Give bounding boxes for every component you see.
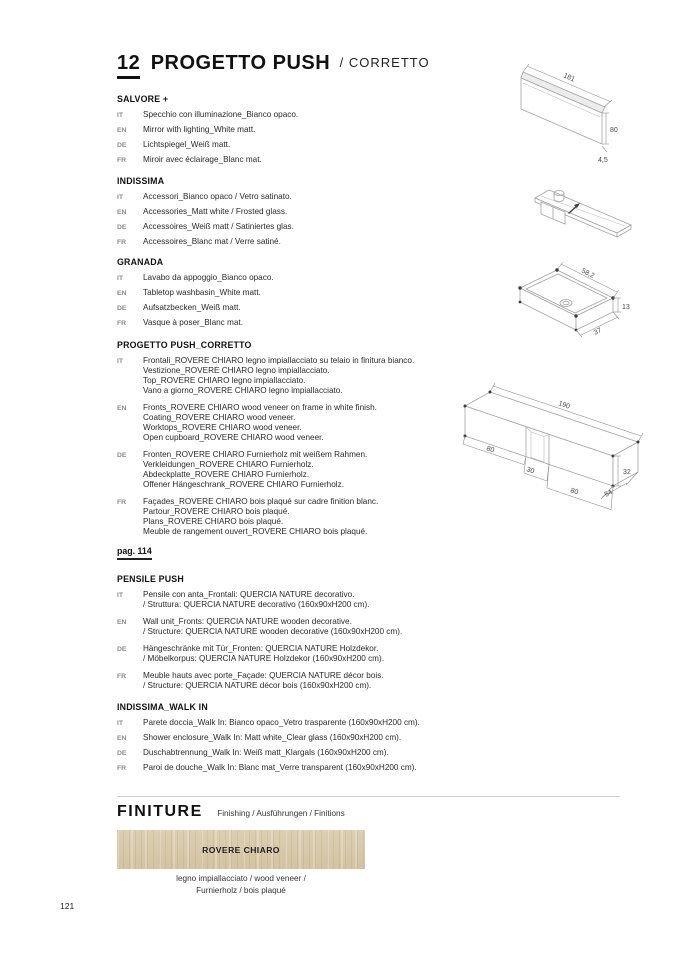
text-line: Specchio con illuminazione_Bianco opaco. [143, 110, 299, 119]
lang-row-de [117, 748, 462, 759]
text-line: Vasque à poser_Blanc mat. [143, 318, 243, 327]
text-line: Miroir avec éclairage_Blanc mat. [143, 155, 262, 164]
lang-row-de [117, 140, 462, 151]
washbasin-height-label: 13 [622, 304, 630, 311]
cabinet-drawing [450, 378, 677, 523]
lang-row-de [117, 222, 462, 233]
mirror-width-label: 181 [562, 72, 576, 84]
text-line: Meuble de rangement ouvert_ROVERE CHIARO bois plaqué. [143, 527, 368, 536]
section-granada [117, 257, 462, 333]
section-heading: GRANADA [117, 257, 164, 267]
section-progetto-push-corretto [117, 340, 462, 544]
text-line: Offener Hängeschrank_ROVERE CHIARO Furnierholz. [143, 480, 344, 489]
lang-row-en [117, 288, 462, 299]
mirror-drawing [505, 56, 670, 171]
page-title [117, 52, 430, 79]
lang-row-en [117, 403, 462, 443]
lang-code: FR [117, 672, 127, 680]
lang-code: EN [117, 126, 127, 134]
lang-code: DE [117, 451, 127, 459]
lang-code: DE [117, 141, 127, 149]
text-line: Mirror with lighting_White matt. [143, 125, 256, 134]
lang-code: FR [117, 238, 127, 246]
lang-code: IT [117, 719, 124, 727]
text-line: Accessori_Bianco opaco / Vetro satinato. [143, 192, 292, 201]
section-pensile-push [117, 574, 462, 698]
text-line: Tabletop washbasin_White matt. [143, 288, 261, 297]
text-line: Lavabo da appoggio_Bianco opaco. [143, 273, 274, 282]
text-line: Fronten_ROVERE CHIARO Furnierholz mit weißem Rahmen. [143, 450, 368, 459]
lang-row-it [117, 192, 462, 203]
lang-row-it [117, 718, 462, 729]
section-salvore [117, 94, 462, 170]
product-name: PROGETTO PUSH [150, 52, 331, 74]
section-heading: PROGETTO PUSH_CORRETTO [117, 340, 252, 350]
lang-code: IT [117, 111, 124, 119]
finiture-heading [117, 803, 345, 821]
text-line: Aufsatzbecken_Weiß matt. [143, 303, 241, 312]
text-line: Partour_ROVERE CHIARO bois plaqué. [143, 507, 290, 516]
text-line: Fronts_ROVERE CHIARO wood veneer on frame in white finish. [143, 403, 377, 412]
lang-row-it [117, 356, 462, 396]
lang-code: DE [117, 749, 127, 757]
text-line: Paroi de douche_Walk In: Blanc mat_Verre transparent (160x90xH200 cm). [143, 763, 417, 772]
text-line: / Struttura: QUERCIA NATURE decorativo (160x90xH200 cm). [143, 600, 370, 609]
lang-code: FR [117, 498, 127, 506]
cabinet-total-width-label: 190 [557, 400, 571, 411]
text-line: Shower enclosure_Walk In: Matt white_Clear glass (160x90xH200 cm). [143, 733, 402, 742]
cabinet-left-width-label: 80 [485, 445, 495, 455]
cabinet-height-label: 32 [623, 469, 631, 476]
text-line: Vestizione_ROVERE CHIARO legno impiallacciato. [143, 366, 330, 375]
mirror-depth-label: 4,5 [598, 157, 608, 164]
lang-row-fr [117, 155, 462, 166]
page-reference [117, 546, 152, 560]
text-line: Duschabtrennung_Walk In: Weiß matt_Klargals (160x90xH200 cm). [143, 748, 389, 757]
washbasin-depth-label: 37 [592, 327, 603, 337]
lang-row-en [117, 617, 462, 637]
lang-code: FR [117, 319, 127, 327]
text-line: Abdeckplatte_ROVERE CHIARO Furnierholz. [143, 470, 310, 479]
text-line: Open cupboard_ROVERE CHIARO wood veneer. [143, 433, 324, 442]
text-line: Top_ROVERE CHIARO legno impiallacciato. [143, 376, 306, 385]
lang-row-en [117, 125, 462, 136]
lang-code: IT [117, 591, 124, 599]
text-line: Verkleidungen_ROVERE CHIARO Furnierholz. [143, 460, 314, 469]
text-line: Meuble hauts avec porte_Façade: QUERCIA NATURE décor bois. [143, 671, 384, 680]
text-line: Façades_ROVERE CHIARO bois plaqué sur cadre finition blanc. [143, 497, 379, 506]
finiture-title: FINITURE [117, 803, 203, 820]
lang-row-en [117, 207, 462, 218]
lang-row-it [117, 273, 462, 284]
lang-code: EN [117, 734, 127, 742]
section-heading: INDISSIMA [117, 176, 165, 186]
text-line: / Structure: QUERCIA NATURE décor bois (160x90xH200 cm). [143, 681, 372, 690]
text-line: Parete doccia_Walk In: Bianco opaco_Vetro trasparente (160x90xH200 cm). [143, 718, 420, 727]
text-line: Accessories_Matt white / Frosted glass. [143, 207, 288, 216]
lang-row-fr [117, 763, 462, 774]
lang-code: EN [117, 289, 127, 297]
page-number: 121 [60, 901, 75, 911]
lang-code: IT [117, 357, 124, 365]
text-line: Pensile con anta_Frontali: QUERCIA NATURE decorativo. [143, 590, 355, 599]
wood-swatch-label: ROVERE CHIARO [202, 844, 280, 855]
lang-code: IT [117, 193, 124, 201]
lang-code: DE [117, 223, 127, 231]
caption-line: Furnierholz / bois plaqué [196, 885, 286, 895]
section-indissima [117, 176, 462, 252]
section-indissima-walk-in [117, 702, 462, 778]
washbasin-drawing [505, 252, 675, 352]
text-line: Hängeschränke mit Tür_Fronten: QUERCIA NATURE Holzdekor. [143, 644, 379, 653]
lang-code: EN [117, 404, 127, 412]
lang-row-en [117, 733, 462, 744]
lang-code: EN [117, 618, 127, 626]
page-reference-label: pag. 114 [117, 546, 152, 560]
lang-row-fr [117, 318, 462, 329]
text-line: / Möbelkorpus: QUERCIA NATURE Holzdekor (160x90xH200 cm). [143, 654, 385, 663]
cabinet-depth-label: 54 [603, 488, 614, 499]
text-line: Plans_ROVERE CHIARO bois plaqué. [143, 517, 284, 526]
lang-code: EN [117, 208, 127, 216]
section-heading: PENSILE PUSH [117, 574, 184, 584]
lang-code: FR [117, 764, 127, 772]
lang-row-fr [117, 671, 462, 691]
lang-row-de [117, 450, 462, 490]
text-line: Wall unit_Fronts: QUERCIA NATURE wooden decorative. [143, 617, 352, 626]
mirror-height-label: 80 [610, 127, 618, 134]
caption-line: legno impiallacciato / wood veneer / [176, 874, 306, 883]
text-line: Frontali_ROVERE CHIARO legno impiallacciato su telaio in finitura bianco. [143, 356, 415, 365]
lang-row-de [117, 644, 462, 664]
accessories-drawing [525, 182, 665, 254]
cabinet-right-width-label: 80 [569, 487, 579, 497]
washbasin-width-label: 58,2 [580, 267, 596, 280]
lang-code: DE [117, 645, 127, 653]
text-line: Accessoires_Blanc mat / Verre satiné. [143, 237, 281, 246]
lang-row-fr [117, 237, 462, 248]
section-divider [117, 796, 620, 797]
swatch-caption [117, 873, 365, 896]
lang-code: DE [117, 304, 127, 312]
chapter-number: 12 [117, 52, 140, 79]
text-line: Accessoires_Weiß matt / Satiniertes glas. [143, 222, 294, 231]
finiture-subtitle: Finishing / Ausführungen / Finitions [217, 809, 345, 818]
section-heading: INDISSIMA_WALK IN [117, 702, 208, 712]
lang-row-it [117, 110, 462, 121]
lang-row-it [117, 590, 462, 610]
section-heading: SALVORE + [117, 94, 169, 104]
cabinet-open-width-label: 30 [525, 466, 535, 476]
lang-code: FR [117, 156, 127, 164]
text-line: Worktops_ROVERE CHIARO wood veneer. [143, 423, 302, 432]
lang-code: IT [117, 274, 124, 282]
lang-row-fr [117, 497, 462, 537]
text-line: Vano a giorno_ROVERE CHIARO legno impiallacciato. [143, 386, 343, 395]
wood-swatch [117, 830, 365, 869]
product-variant: / CORRETTO [339, 55, 430, 70]
text-line: Lichtspiegel_Weiß matt. [143, 140, 231, 149]
lang-row-de [117, 303, 462, 314]
text-line: Coating_ROVERE CHIARO wood veneer. [143, 413, 296, 422]
text-line: / Structure: QUERCIA NATURE wooden decorative (160x90xH200 cm). [143, 627, 403, 636]
